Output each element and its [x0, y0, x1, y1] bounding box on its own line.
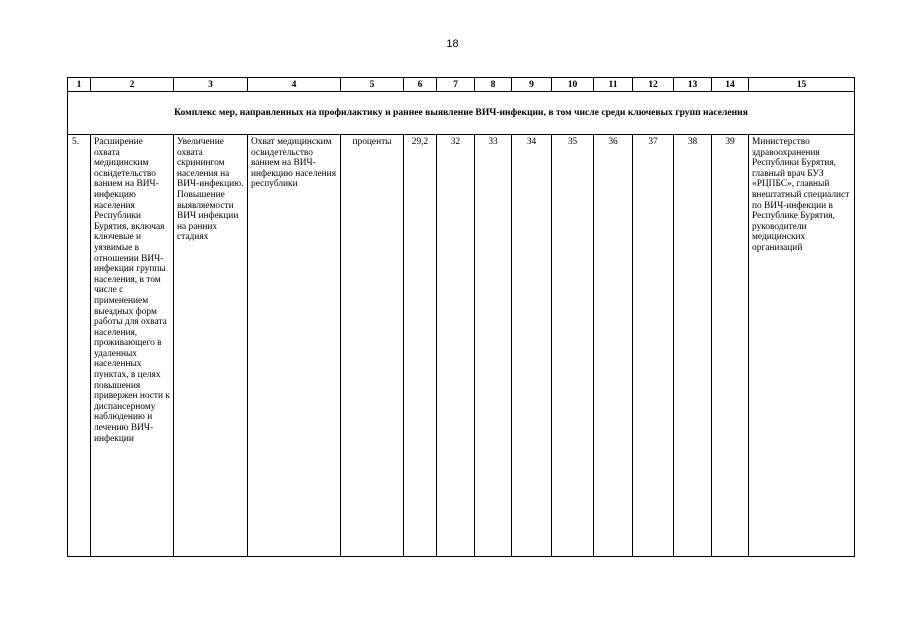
- activity-cell: Расширение охвата медицинским освидетельство ванием на ВИЧ-инфекцию населения Республики Бурятия, включая ключевые и уязвимые в отношении ВИЧ-инфекции группы населения, в том числе с применением выездных форм работы для охвата населения, проживающего в удаленных населенных пунктах, в целях повышения привержен ности к диспансерному наблюдению и лечению ВИЧ-инфекции: [91, 135, 174, 557]
- column-number: 9: [512, 78, 552, 92]
- column-number: 11: [594, 78, 633, 92]
- column-number: 7: [437, 78, 475, 92]
- page-number: 18: [446, 38, 459, 50]
- value-cell: 34: [512, 135, 552, 557]
- column-number: 1: [68, 78, 91, 92]
- column-number: 3: [174, 78, 248, 92]
- column-number: 15: [749, 78, 855, 92]
- row-index: 5.: [68, 135, 91, 557]
- result-cell: Увеличение охвата скринингом населения на ВИЧ-инфекцию. Повышение выявляемости ВИЧ инфекции на ранних стадиях: [174, 135, 248, 557]
- column-number: 10: [552, 78, 594, 92]
- indicator-cell: Охват медицинским освидетельство ванием на ВИЧ-инфекцию населения республики: [248, 135, 341, 557]
- unit-cell: проценты: [341, 135, 404, 557]
- column-number: 2: [91, 78, 174, 92]
- section-title-row: [68, 92, 855, 135]
- column-number: 14: [712, 78, 749, 92]
- value-cell: 33: [475, 135, 512, 557]
- column-number-row: [68, 78, 855, 92]
- value-cell: 35: [552, 135, 594, 557]
- value-cell: 37: [633, 135, 674, 557]
- column-number: 13: [674, 78, 712, 92]
- value-cell: 32: [437, 135, 475, 557]
- program-table: [67, 77, 855, 557]
- value-cell: 29,2: [404, 135, 437, 557]
- column-number: 12: [633, 78, 674, 92]
- column-number: 5: [341, 78, 404, 92]
- value-cell: 36: [594, 135, 633, 557]
- section-title: Комплекс мер, направленных на профилактику и раннее выявление ВИЧ-инфекции, в том числе среди ключевых групп населения: [68, 92, 855, 135]
- value-cell: 38: [674, 135, 712, 557]
- responsible-cell: Министерство здравоохранения Республики Бурятия, главный врач БУЗ «РЦПБС», главный внештатный специалист по ВИЧ-инфекции в Республике Бурятия, руководители медицинских организаций: [749, 135, 855, 557]
- column-number: 6: [404, 78, 437, 92]
- table-row: [68, 135, 855, 557]
- column-number: 8: [475, 78, 512, 92]
- value-cell: 39: [712, 135, 749, 557]
- column-number: 4: [248, 78, 341, 92]
